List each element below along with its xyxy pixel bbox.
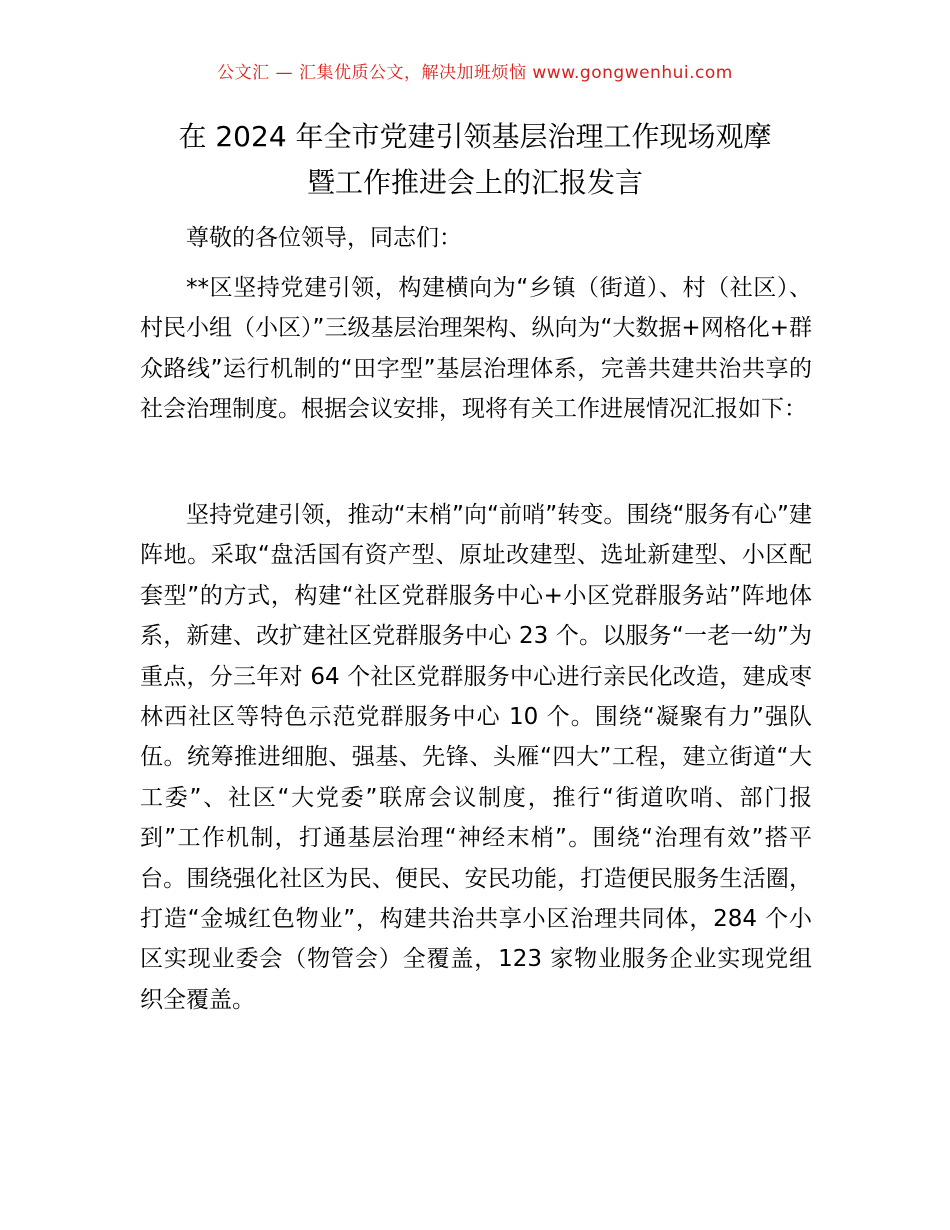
title-line-2: 暨工作推进会上的汇报发言 [306,166,643,199]
paragraph: **区坚持党建引领，构建横向为“乡镇（街道）、村（社区）、村民小组（小区）”三级基层治理架构、纵向为“大数据+网格化+群众路线”运行机制的“田字型”基层治理体系，完善共建共治共享的社会治理制度。根据会议安排，现将有关工作进展情况汇报如下： [140,275,812,423]
watermark-banner: 公文汇 — 汇集优质公文，解决加班烦恼 www.gongwenhui.com [217,63,733,83]
paragraph-intro [140,268,812,430]
paragraph-party-building [140,495,812,1020]
document-title [130,114,820,206]
paragraph: 坚持党建引领，推动“末梢”向“前哨”转变。围绕“服务有心”建阵地。采取“盘活国有资产型、原址改建型、选址新建型、小区配套型”的方式，构建“社区党群服务中心+小区党群服务站”阵地体系，新建、改扩建社区党群服务中心 23 个。以服务“一老一幼”为重点，分三年对 64 个社区党群服务中心进行亲民化改造，建成枣林西社区等特色示范党群服务中心 10 个。围绕“凝聚有力”强队伍。统筹推进细胞、强基、先锋、头雁“四大”工程，建立街道“大工委”、社区“大党委”联席会议制度，推行“街道吹哨、部门报到”工作机制，打通基层治理“神经末梢”。围绕“治理有效”搭平台。围绕强化社区为民、便民、安民功能，打造便民服务生活圈，打造“金城红色物业”，构建共治共享小区治理共同体，284 个小区实现业委会（物管会）全覆盖，123 家物业服务企业实现党组织全覆盖。 [140,502,812,1013]
title-line-1: 在 2024 年全市党建引领基层治理工作现场观摩 [178,120,772,153]
salutation: 尊敬的各位领导，同志们： [186,225,462,251]
